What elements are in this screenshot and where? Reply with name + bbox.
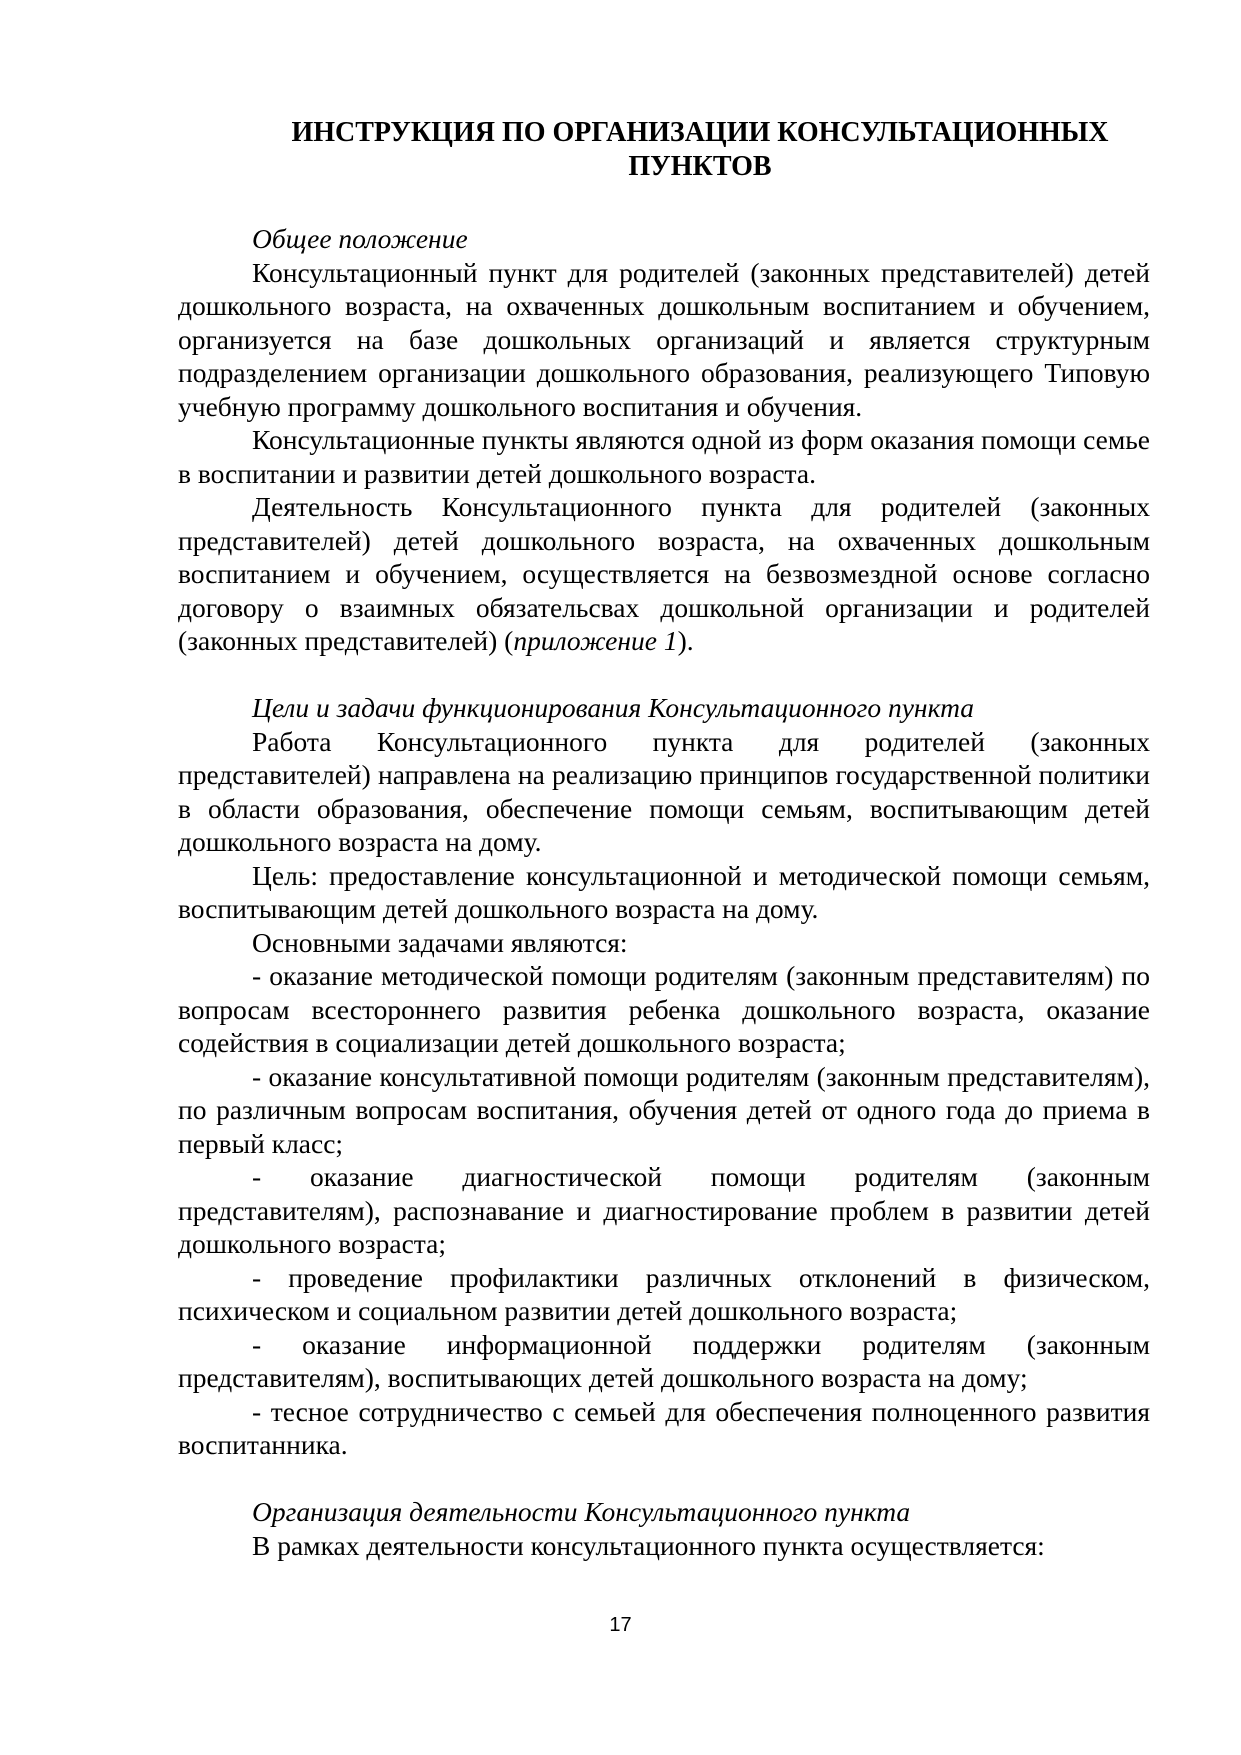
spacer	[178, 658, 1150, 692]
section-heading-organization: Организация деятельности Консультационного пункта	[252, 1496, 911, 1527]
task-item: - оказание информационной поддержки родителям (законным представителям), воспитывающих детей дошкольного возраста на дому;	[178, 1328, 1150, 1393]
paragraph: Консультационный пункт для родителей (законных представителей) детей дошкольного возраста, на охваченных дошкольным воспитанием и обучением, организуется на базе дошкольных организаций и является структурным подразделением организации дошкольного образования, реализующего Типовую учебную программу дошкольного воспитания и обучения.	[178, 256, 1150, 422]
paragraph: Консультационные пункты являются одной из форм оказания помощи семье в воспитании и развитии детей дошкольного возраста.	[178, 424, 1150, 489]
section-heading-goals: Цели и задачи функционирования Консультационного пункта	[252, 692, 975, 723]
title-line-1: ИНСТРУКЦИЯ ПО ОРГАНИЗАЦИИ КОНСУЛЬТАЦИОННЫХ	[291, 117, 1109, 148]
document-title	[250, 116, 1150, 184]
appendix-reference: приложение 1	[513, 625, 678, 656]
task-item: - тесное сотрудничество с семьей для обеспечения полноценного развития воспитанника.	[178, 1395, 1150, 1460]
paragraph-with-reference	[178, 490, 1150, 658]
task-item: - оказание диагностической помощи родителям (законным представителям), распознавание и диагностирование проблем в развитии детей дошкольного возраста;	[178, 1161, 1150, 1259]
paragraph: Основными задачами являются:	[252, 926, 628, 958]
paragraph: В рамках деятельности консультационного пункта осуществляется:	[252, 1529, 1045, 1561]
paragraph: Цель: предоставление консультационной и методической помощи семьям, воспитывающим детей дошкольного возраста на дому.	[178, 859, 1150, 924]
task-item: - проведение профилактики различных отклонений в физическом, психическом и социальном развитии детей дошкольного возраста;	[178, 1261, 1150, 1326]
paragraph: Работа Консультационного пункта для родителей (законных представителей) направлена на реализацию принципов государственной политики в области образования, обеспечение помощи семьям, воспитывающим детей дошкольного возраста на дому.	[178, 725, 1150, 857]
paragraph-end: ).	[677, 625, 694, 656]
section-heading-general: Общее положение	[252, 223, 468, 254]
page-number: 17	[609, 1614, 632, 1636]
title-line-2: ПУНКТОВ	[628, 151, 772, 182]
document-body	[178, 222, 1150, 1562]
task-item: - оказание методической помощи родителям (законным представителям) по вопросам всестороннего развития ребенка дошкольного возраста, оказание содействия в социализации детей дошкольного возраста;	[178, 960, 1150, 1058]
task-item: - оказание консультативной помощи родителям (законным представителям), по различным вопросам воспитания, обучения детей от одного года до приема в первый класс;	[178, 1060, 1150, 1159]
spacer	[178, 1462, 1150, 1496]
paragraph-text: Деятельность Консультационного пункта для родителей (законных представителей) детей дошкольного возраста, на охваченных дошкольным воспитанием и обучением, осуществляется на безвозмездной основе согласно договору о взаимных обязательсвах дошкольной организации и родителей (законных представителей) (	[178, 491, 1150, 656]
